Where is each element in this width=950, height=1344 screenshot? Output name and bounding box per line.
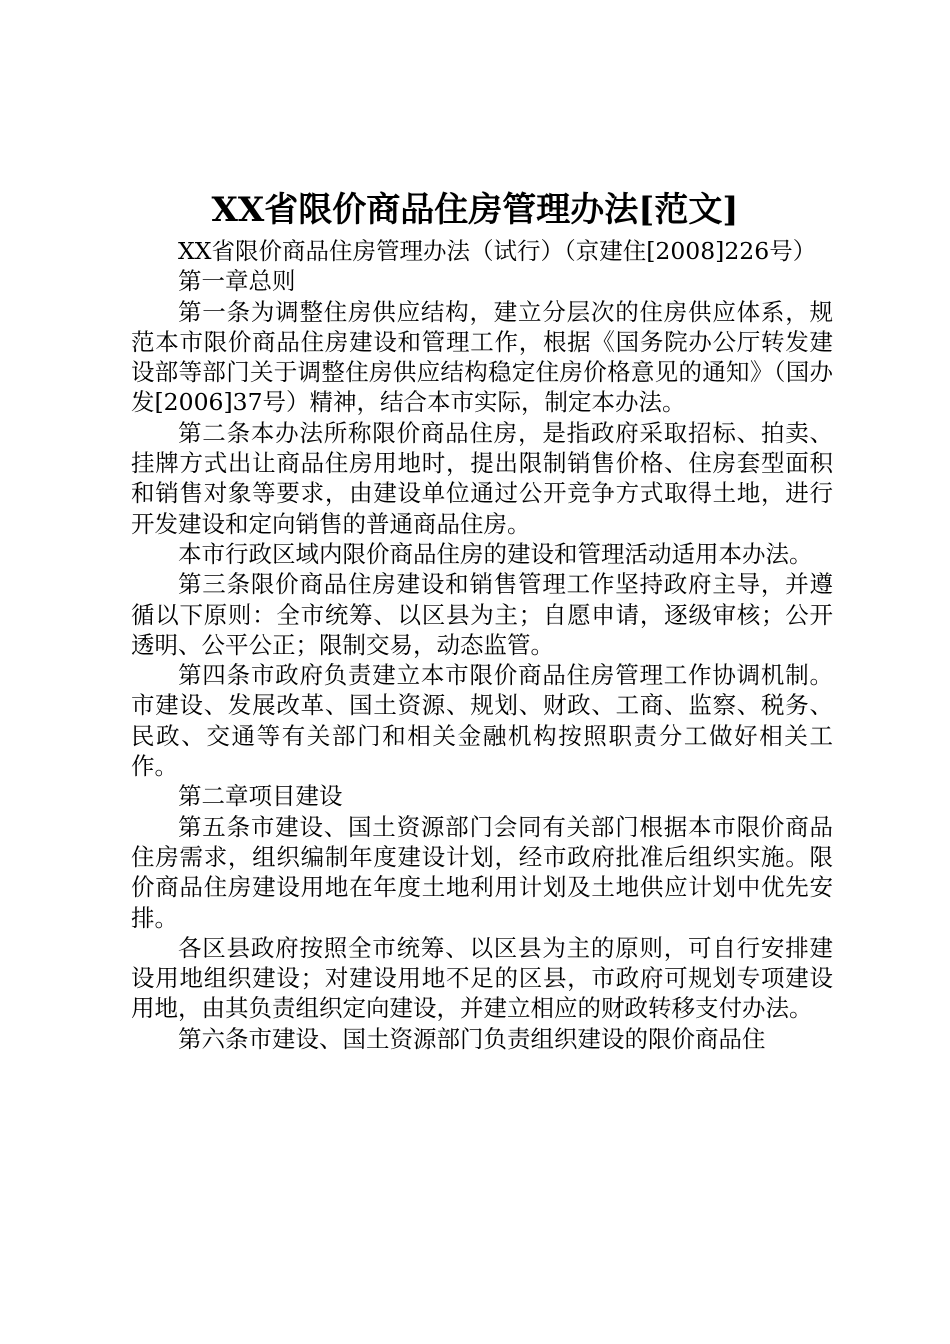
article-4: 第四条市政府负责建立本市限价商品住房管理工作协调机制。市建设、发展改革、国土资源、规划、财政、工商、监察、税务、民政、交通等有关部门和相关金融机构按照职责分工做好相关工作。 bbox=[131, 661, 833, 781]
chapter-heading-1: 第一章总则 bbox=[178, 267, 296, 296]
document-title: XX省限价商品住房管理办法[范文] bbox=[211, 190, 739, 230]
article-6: 第六条市建设、国土资源部门负责组织建设的限价商品住 bbox=[178, 1024, 766, 1053]
chapter-heading-2: 第二章项目建设 bbox=[178, 782, 343, 811]
article-1: 第一条为调整住房供应结构，建立分层次的住房供应体系，规范本市限价商品住房建设和管理工作，根据《国务院办公厅转发建设部等部门关于调整住房供应结构稳定住房价格意见的通知》（国办发[2006]37号）精神，结合本市实际，制定本办法。 bbox=[131, 297, 833, 417]
article-2: 第二条本办法所称限价商品住房，是指政府采取招标、拍卖、挂牌方式出让商品住房用地时，提出限制销售价格、住房套型面积和销售对象等要求，由建设单位通过公开竞争方式取得土地，进行开发建设和定向销售的普通商品住房。 bbox=[131, 418, 833, 538]
article-5-districts: 各区县政府按照全市统筹、以区县为主的原则，可自行安排建设用地组织建设；对建设用地不足的区县，市政府可规划专项建设用地，由其负责组织定向建设，并建立相应的财政转移支付办法。 bbox=[131, 933, 833, 1023]
paragraph-intro: XX省限价商品住房管理办法（试行）（京建住[2008]226号） bbox=[178, 237, 817, 265]
article-5: 第五条市建设、国土资源部门会同有关部门根据本市限价商品住房需求，组织编制年度建设计划，经市政府批准后组织实施。限价商品住房建设用地在年度土地利用计划及土地供应计划中优先安排。 bbox=[131, 812, 833, 932]
article-2-scope: 本市行政区域内限价商品住房的建设和管理活动适用本办法。 bbox=[178, 539, 813, 568]
document-body bbox=[131, 236, 833, 1054]
article-3: 第三条限价商品住房建设和销售管理工作坚持政府主导，并遵循以下原则：全市统筹、以区县为主；自愿申请，逐级审核；公开透明、公平公正；限制交易，动态监管。 bbox=[131, 570, 833, 659]
